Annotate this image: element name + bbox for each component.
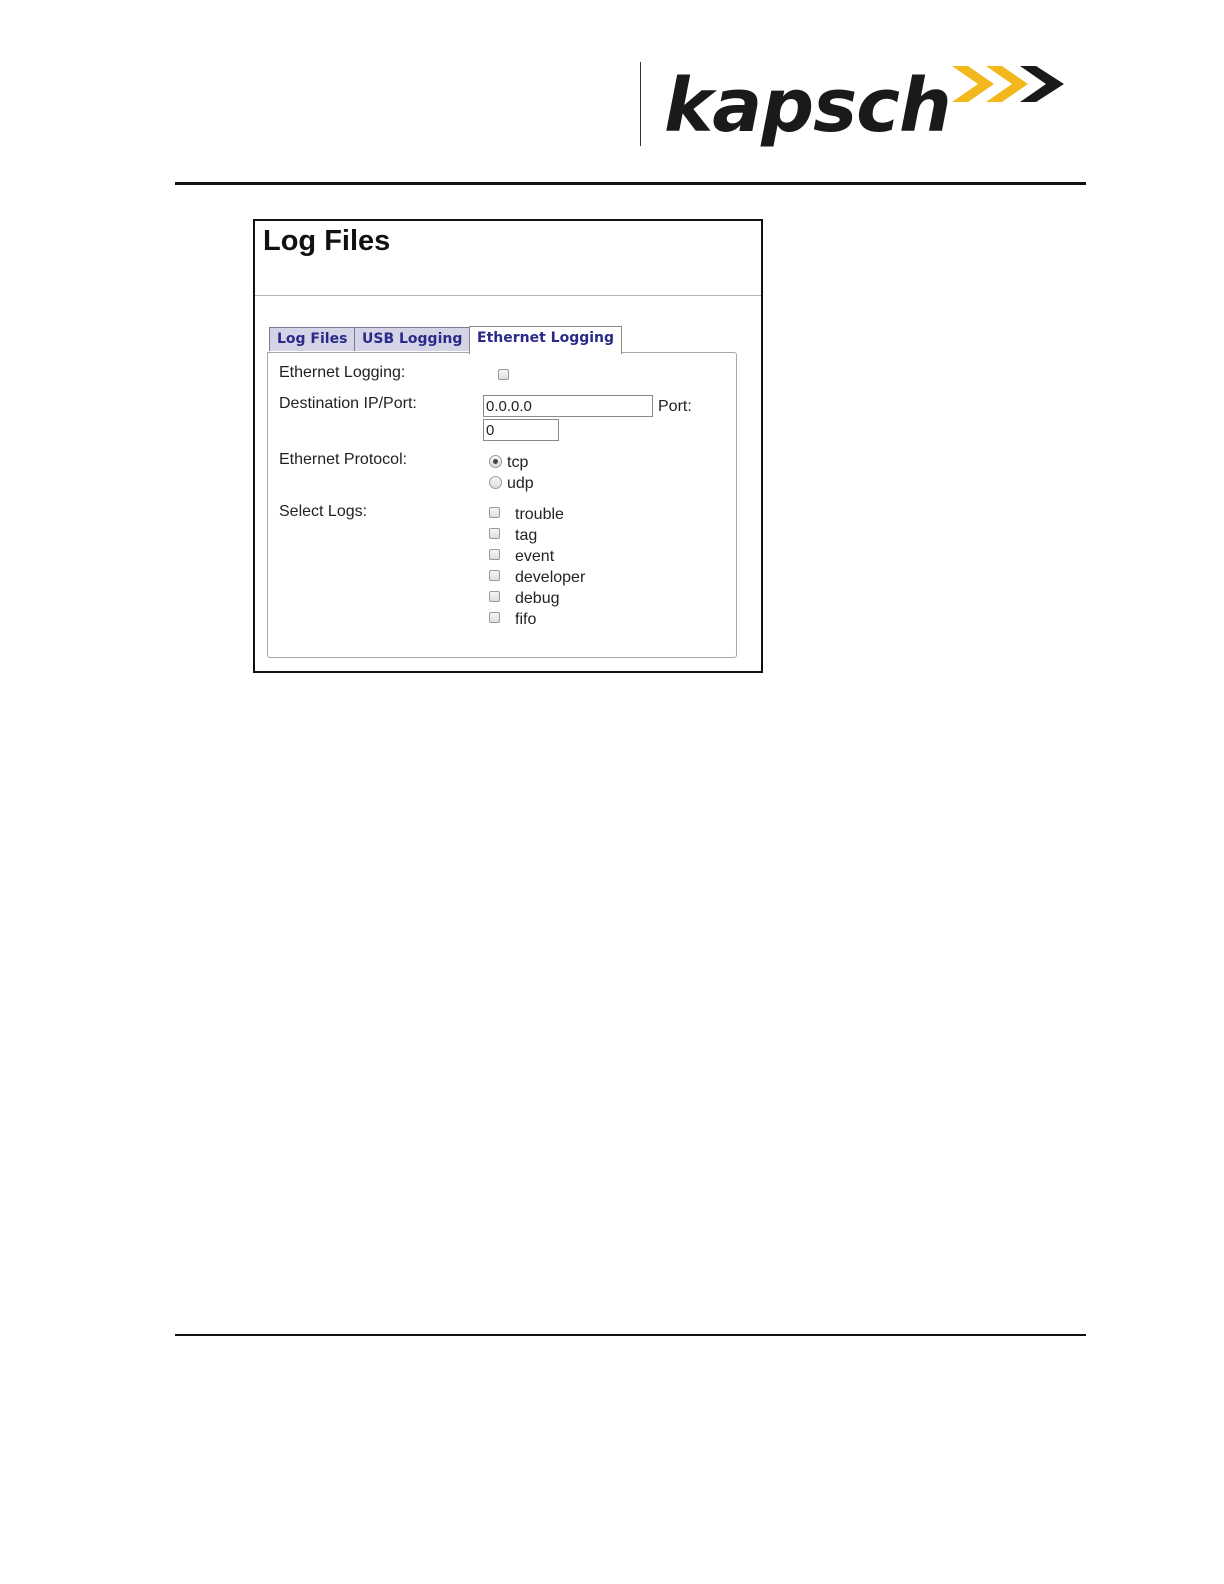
- ethernet-logging-checkbox[interactable]: [498, 369, 509, 380]
- kapsch-logo: [664, 56, 1074, 156]
- log-tag-label: tag: [515, 527, 538, 544]
- log-fifo-checkbox[interactable]: [489, 612, 500, 623]
- tab-ethernet-logging[interactable]: Ethernet Logging: [469, 326, 622, 354]
- log-debug-label: debug: [515, 590, 560, 607]
- header-divider: [640, 62, 641, 146]
- tab-log-files[interactable]: Log Files: [269, 327, 355, 351]
- log-tag-checkbox[interactable]: [489, 528, 500, 539]
- log-files-panel: [253, 219, 763, 673]
- chevron-arrows-icon: [948, 64, 1068, 114]
- select-logs-label: Select Logs:: [279, 503, 368, 520]
- tcp-radio-label: tcp: [507, 454, 529, 471]
- log-developer-checkbox[interactable]: [489, 570, 500, 581]
- udp-radio-label: udp: [507, 475, 534, 492]
- port-input[interactable]: [483, 419, 559, 441]
- log-trouble-checkbox[interactable]: [489, 507, 500, 518]
- header-rule: [175, 182, 1086, 185]
- log-developer-label: developer: [515, 569, 586, 586]
- ip-address-input[interactable]: [483, 395, 653, 417]
- tab-usb-logging[interactable]: USB Logging: [354, 327, 470, 351]
- udp-radio[interactable]: [489, 476, 502, 489]
- log-debug-checkbox[interactable]: [489, 591, 500, 602]
- logo-wordmark: kapsch: [664, 63, 951, 149]
- tcp-radio[interactable]: [489, 455, 502, 468]
- destination-label: Destination IP/Port:: [279, 395, 417, 412]
- protocol-label: Ethernet Protocol:: [279, 451, 408, 468]
- log-fifo-label: fifo: [515, 611, 537, 628]
- title-divider: [255, 295, 761, 296]
- log-trouble-label: trouble: [515, 506, 564, 523]
- log-event-checkbox[interactable]: [489, 549, 500, 560]
- ethernet-logging-form: [267, 352, 737, 658]
- page-title: Log Files: [263, 225, 391, 257]
- footer-rule: [175, 1334, 1086, 1336]
- port-label: Port:: [658, 398, 692, 415]
- ethernet-logging-label: Ethernet Logging:: [279, 364, 406, 381]
- log-event-label: event: [515, 548, 555, 565]
